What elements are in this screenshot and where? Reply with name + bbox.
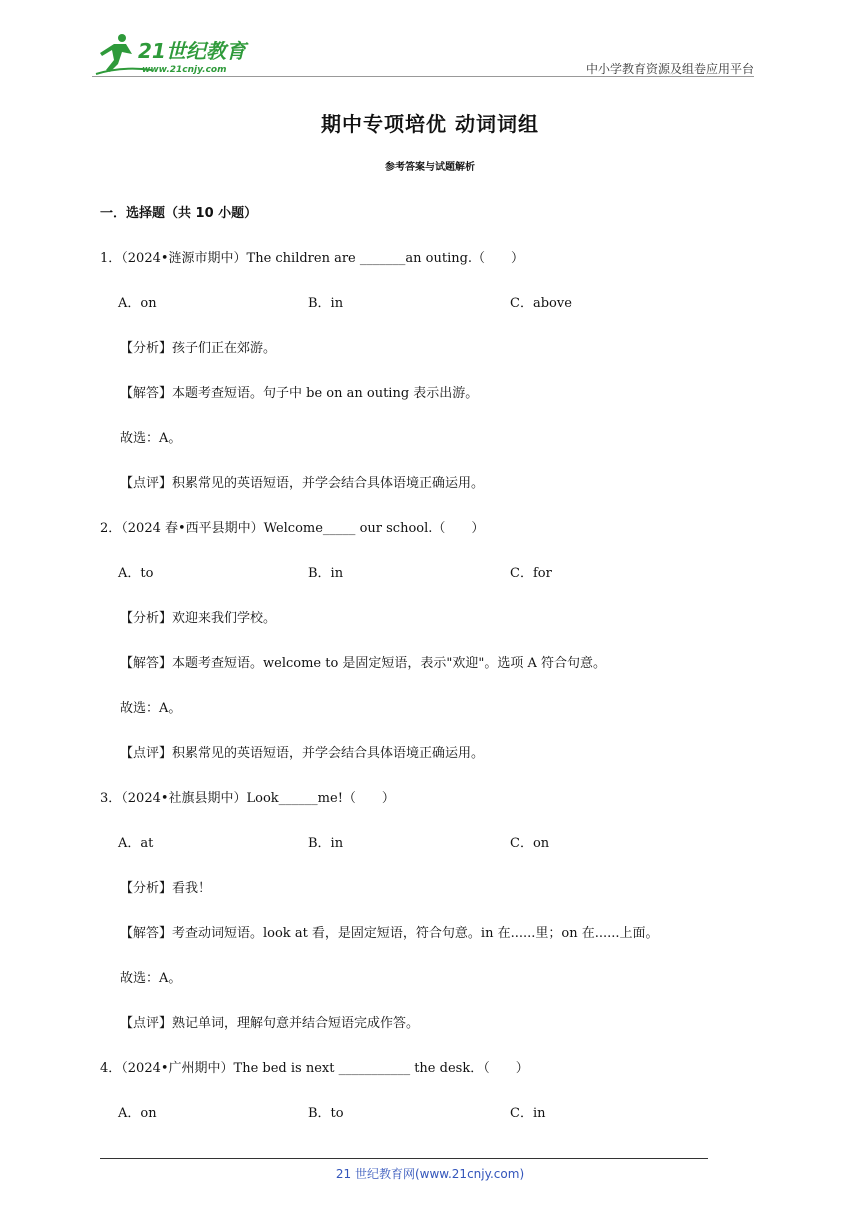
- question-4-option-b: B．to: [308, 1106, 344, 1121]
- question-1-stem: 1．（2024•涟源市期中）The children are _______an outing.（ ）: [100, 251, 525, 266]
- question-2-comment: 【点评】积累常见的英语短语，并学会结合具体语境正确运用。: [120, 746, 485, 761]
- page-subtitle: 参考答案与试题解析: [385, 162, 475, 173]
- footer-link[interactable]: 21 世纪教育网(www.21cnjy.com): [335, 1167, 525, 1181]
- question-2-answer: 【解答】本题考查短语。welcome to 是固定短语，表示"欢迎"。选项 A 符合句意。: [120, 656, 607, 671]
- runner-head: [118, 34, 126, 42]
- question-1-choice: 故选：A。: [120, 431, 182, 446]
- question-1-option-b: B．in: [308, 296, 344, 311]
- question-2-analysis: 【分析】欢迎来我们学校。: [120, 611, 277, 626]
- question-2-option-c: C．for: [510, 566, 552, 581]
- question-1-analysis: 【分析】孩子们正在郊游。: [120, 341, 277, 356]
- question-4-option-a: A．on: [118, 1106, 157, 1121]
- question-3-option-c: C．on: [510, 836, 550, 851]
- section-heading: 一．选择题（共 10 小题）: [100, 206, 258, 221]
- page-header: [0, 0, 860, 80]
- question-4-stem: 4．（2024•广州期中）The bed is next ___________ the desk．（ ）: [100, 1061, 529, 1076]
- question-3-comment: 【点评】熟记单词，理解句意并结合短语完成作答。: [120, 1016, 420, 1031]
- question-2-option-b: B．in: [308, 566, 344, 581]
- question-1-answer: 【解答】本题考查短语。句子中 be on an outing 表示出游。: [120, 386, 479, 401]
- question-1-option-a: A．on: [118, 296, 157, 311]
- logo-title: 21世纪教育: [138, 39, 246, 63]
- question-1-option-c: C．above: [510, 296, 572, 311]
- logo: [92, 30, 262, 78]
- header-divider: [92, 76, 754, 77]
- footer-divider: [100, 1158, 708, 1159]
- logo-url: www.21cnjy.com: [142, 65, 227, 75]
- question-3-analysis: 【分析】看我！: [120, 881, 212, 896]
- question-4-option-c: C．in: [510, 1106, 546, 1121]
- question-2-option-a: A．to: [118, 566, 154, 581]
- question-3-option-a: A．at: [118, 836, 154, 851]
- question-3-answer: 【解答】考查动词短语。look at 看，是固定短语，符合句意。in 在......里；on 在......上面。: [120, 926, 659, 941]
- question-2-choice: 故选：A。: [120, 701, 182, 716]
- page-title: 期中专项培优 动词词组: [321, 112, 539, 136]
- question-3-stem: 3．（2024•社旗县期中）Look______me!（ ）: [100, 791, 395, 806]
- question-1-comment: 【点评】积累常见的英语短语，并学会结合具体语境正确运用。: [120, 476, 485, 491]
- question-3-option-b: B．in: [308, 836, 344, 851]
- platform-name: 中小学教育资源及组卷应用平台: [585, 62, 754, 76]
- question-3-choice: 故选：A。: [120, 971, 182, 986]
- question-2-stem: 2．（2024 春•西平县期中）Welcome_____ our school.（ ）: [100, 521, 485, 536]
